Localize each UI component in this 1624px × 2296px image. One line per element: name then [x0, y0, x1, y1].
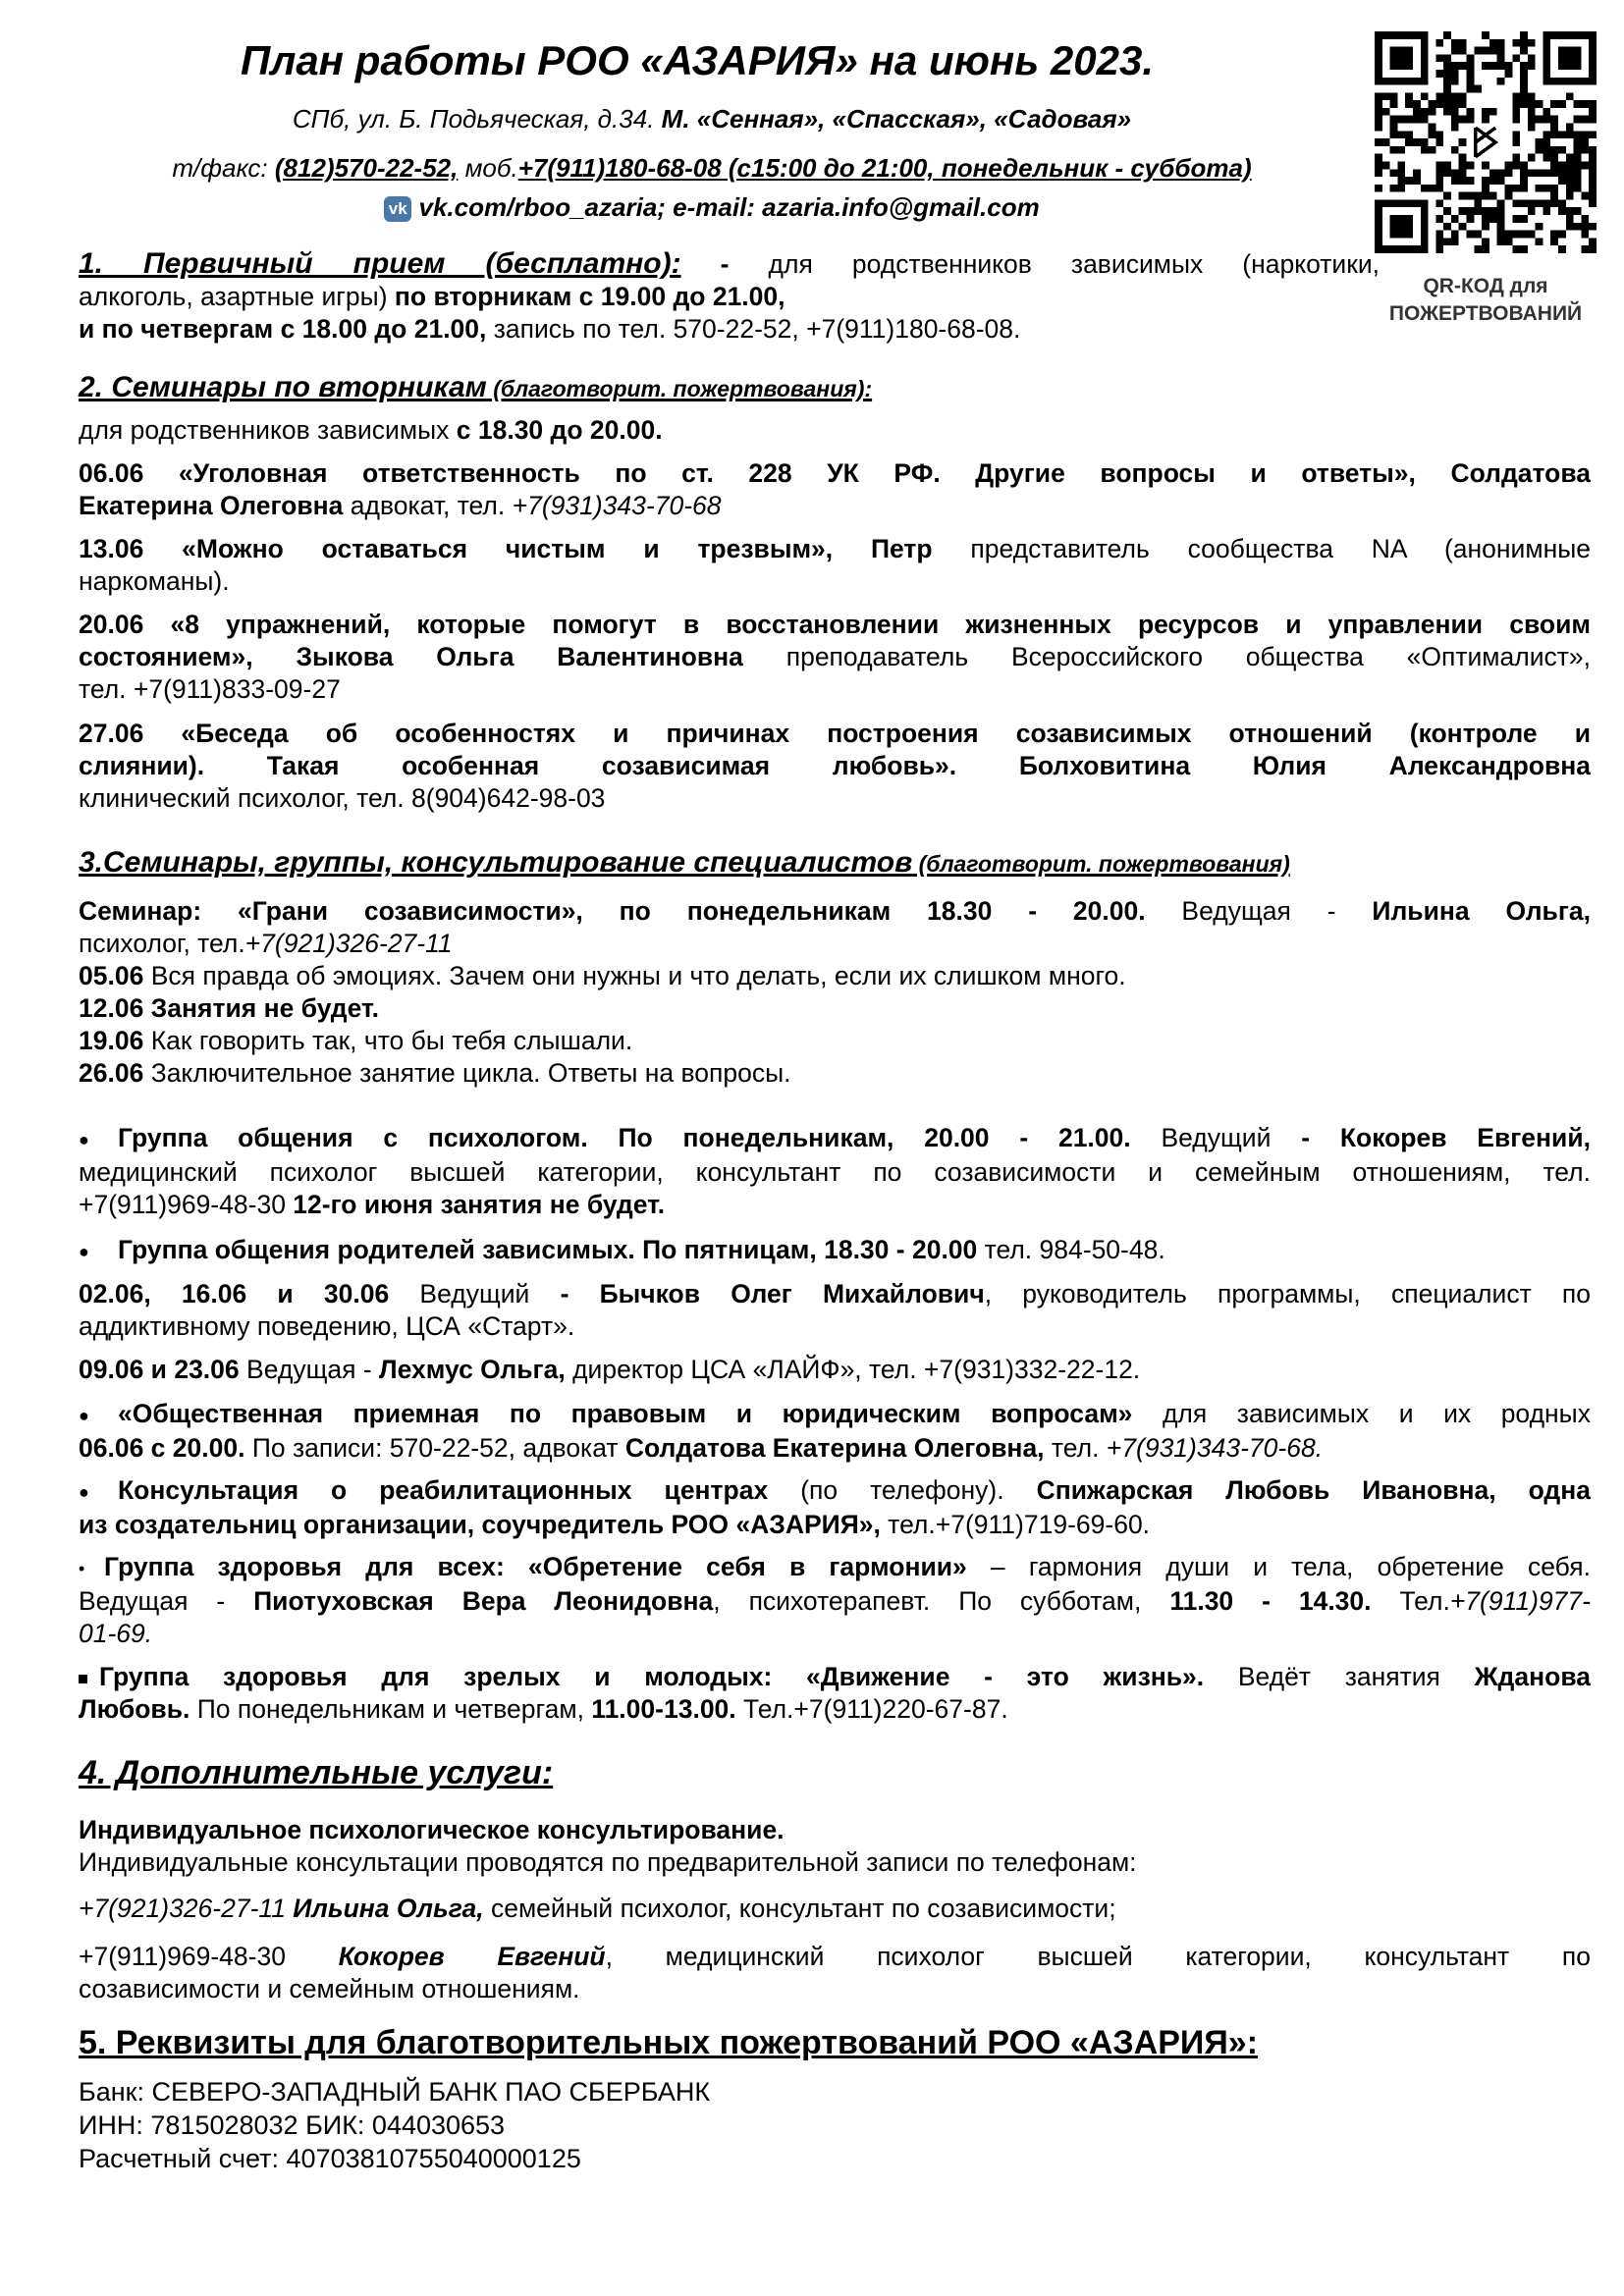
c1-text: семейный психолог, консультант по созависимости;: [483, 1894, 1116, 1923]
s2-title: 2. Семинары по вторникам: [79, 371, 487, 403]
s1-thursdays: и по четвергам с 18.00 до 21.00,: [79, 314, 487, 344]
bank-inn-bik: ИНН: 7815028032 БИК: 044030653: [79, 2110, 506, 2140]
seminar-1306: [79, 533, 1591, 598]
g4-text-2: директор ЦСА «ЛАЙФ», тел. +7(931)332-22-12.: [565, 1355, 1141, 1384]
d2-line: 12.06 Занятия не будет.: [79, 993, 380, 1023]
seminar-2006: [79, 609, 1591, 706]
section-3-heading: [79, 846, 1290, 880]
phone-label: т/факс:: [172, 153, 275, 183]
bullet-icon: ●: [79, 1129, 89, 1149]
email-link[interactable]: e-mail: azaria.info@gmail.com: [665, 192, 1040, 222]
g1-lead: - Кокорев Евгений,: [1301, 1123, 1591, 1152]
g7-text: – гармония души и тела, обретение себя.: [966, 1552, 1591, 1581]
qr-code-icon: [1375, 29, 1597, 255]
section-1: [79, 247, 1380, 346]
g5-lawyer: Солдатова Екатерина Олеговна,: [624, 1432, 1045, 1463]
s2-note: (благотворит. пожертвования):: [486, 376, 873, 401]
g7-phone-2: 01-69.: [79, 1618, 153, 1648]
vk-icon: vk: [384, 196, 411, 222]
bank-account: Расчетный счет: 40703810755040000125: [79, 2144, 581, 2173]
s2-intro: [79, 414, 1591, 447]
s2-intro-time: с 18.30 до 20.00.: [456, 415, 663, 445]
g8-phone: Тел.+7(911)220-67-87.: [735, 1694, 1008, 1724]
sem-title: Семинар: «Грани созависимости», по понедельникам 18.30 - 20.00.: [79, 896, 1146, 926]
e3-speaker: состоянием», Зыкова Ольга Валентиновна: [79, 642, 743, 671]
metro-stations: М. «Сенная», «Спасская», «Садовая»: [661, 104, 1132, 133]
c2-text: , медицинский психолог высшей категории, консультант по: [605, 1942, 1591, 1971]
square-bullet-icon: [79, 1675, 87, 1683]
e3-title: 20.06 «8 упражнений, которые помогут в восстановлении жизненных ресурсов и управлении своим: [79, 610, 1591, 639]
address-line: [79, 104, 1345, 134]
health-group-harmony: [79, 1551, 1591, 1650]
g8-text-2: По понедельникам и четвергам,: [189, 1694, 592, 1724]
seminar-0606: [79, 457, 1591, 522]
s3-title: 3.Семинары, группы, консультирование специалистов: [79, 846, 913, 879]
g8-lead: Жданова: [1474, 1662, 1591, 1691]
g8-text: Ведёт занятия: [1204, 1662, 1475, 1691]
g1-text: Ведущий: [1130, 1123, 1302, 1152]
g8-lead-2: Любовь.: [79, 1694, 190, 1724]
s4-subtitle: Индивидуальное психологическое консультирование.: [79, 1815, 785, 1844]
g2-title: Группа общения родителей зависимых. По пятницам, 18.30 - 20.00: [118, 1235, 978, 1264]
c1-phone: +7(921)326-27-11: [79, 1894, 286, 1923]
g6-lead-2: из создательниц организации, соучредитель РОО «АЗАРИЯ»,: [79, 1509, 881, 1539]
s1-booking: запись по тел. 570-22-52, +7(911)180-68-08.: [486, 314, 1021, 344]
e2-text: представитель сообщества NA (анонимные: [932, 534, 1591, 563]
d1-topic: Вся правда об эмоциях. Зачем они нужны и что делать, если их слишком много.: [143, 961, 1126, 990]
s2-intro-text: для родственников зависимых: [79, 415, 457, 445]
g3-lead: - Бычков Олег Михайлович: [560, 1279, 985, 1308]
g7-lead: Пиотуховская Вера Леонидовна: [253, 1585, 714, 1616]
g1-phone: +7(911)969-48-30: [79, 1189, 294, 1219]
qr-label-line-2: ПОЖЕРТВОВАНИЙ: [1388, 302, 1583, 325]
e2-text-2: наркоманы).: [79, 566, 230, 596]
e4-text: клинический психолог, тел. 8(904)642-98-03: [79, 783, 606, 813]
g6-title: Консультация о реабилитационных центрах: [118, 1475, 769, 1505]
g7-phone: +7(911)977-: [1449, 1585, 1591, 1616]
section-2-heading: [79, 371, 872, 404]
g6-phone: тел.+7(911)719-69-60.: [880, 1509, 1151, 1539]
g7-text-4: Тел.: [1371, 1585, 1450, 1616]
e4-title: 27.06 «Беседа об особенностях и причинах построения созависимых отношений (контроле и: [79, 719, 1591, 748]
group-parents-lead-2: [79, 1354, 1591, 1386]
bullet-icon: ●: [79, 1405, 89, 1425]
g3-text-2: , руководитель программы, специалист по: [984, 1279, 1591, 1308]
bullet-icon: •: [79, 1558, 85, 1578]
d4-date: 26.06: [79, 1058, 144, 1088]
page-title: План работы РОО «АЗАРИЯ» на июнь 2023.: [240, 37, 1155, 83]
phone-line: [79, 153, 1345, 184]
e3-phone: тел. +7(911)833-09-27: [79, 674, 341, 704]
bank-name: Банк: СЕВЕРО-ЗАПАДНЫЙ БАНК ПАО СБЕРБАНК: [79, 2077, 711, 2107]
bullet-icon: ●: [79, 1241, 89, 1261]
bank-details: [79, 2075, 710, 2175]
c2-text-2: созависимости и семейным отношениям.: [79, 1974, 580, 2003]
g5-text: для зависимых и их родных: [1132, 1399, 1591, 1428]
consultant-2: [79, 1941, 1591, 2005]
e2-title: 13.06 «Можно оставаться чистым и трезвым», Петр: [79, 534, 933, 563]
rehab-consultation: [79, 1474, 1591, 1541]
e1-text: адвокат, тел.: [343, 491, 513, 520]
g5-date: 06.06 с 20.00.: [79, 1432, 245, 1463]
group-psychologist: [79, 1122, 1591, 1221]
sem-text-2: психолог, тел.: [79, 929, 245, 958]
c1-name: Ильина Ольга,: [285, 1894, 484, 1923]
qr-label: [1363, 273, 1608, 328]
d4-topic: Заключительное занятие цикла. Ответы на вопросы.: [143, 1058, 791, 1088]
e4-title-2: слиянии). Такая особенная созависимая любовь». Болховитина Юлия Александровна: [79, 751, 1591, 780]
g3-text: Ведущий: [389, 1279, 561, 1308]
address: СПб, ул. Б. Подьяческая, д.34.: [292, 104, 655, 133]
g1-title: Группа общения с психологом. По понедельникам, 20.00 - 21.00.: [118, 1123, 1131, 1152]
seminar-2706: [79, 718, 1591, 815]
e1-title: 06.06 «Уголовная ответственность по ст. 228 УК РФ. Другие вопросы и ответы», Солдатова: [79, 458, 1591, 488]
g1-text-2: медицинский психолог высшей категории, консультант по созависимости и семейным отношениям, тел.: [79, 1156, 1591, 1187]
g2-phone: тел. 984-50-48.: [977, 1235, 1165, 1264]
g6-text: (по телефону).: [768, 1475, 1037, 1505]
mob-label: моб.: [458, 153, 518, 183]
sem-lead: Ильина Ольга,: [1372, 896, 1591, 926]
section-1-heading: 1. Первичный прием (бесплатно):: [79, 247, 681, 280]
health-group-movement: [79, 1661, 1591, 1726]
qr-label-line-1: QR-КОД для: [1423, 275, 1548, 297]
d1-date: 05.06: [79, 961, 144, 990]
sem-text: Ведущая -: [1145, 896, 1373, 926]
s1-tuesdays: по вторникам с 19.00 до 21.00,: [394, 282, 785, 311]
g5-title: «Общественная приемная по правовым и юридическим вопросам»: [118, 1399, 1133, 1428]
contact-line: [79, 192, 1345, 223]
g7-title: Группа здоровья для всех: «Обретение себя в гармонии»: [104, 1552, 967, 1581]
s4-text: Индивидуальные консультации проводятся по предварительной записи по телефонам:: [79, 1847, 1137, 1877]
g5-phone: +7(931)343-70-68.: [1106, 1432, 1324, 1463]
seminar-grani: [79, 895, 1591, 1090]
dash: -: [680, 249, 769, 279]
c2-name: Кокорев Евгений: [338, 1942, 606, 1971]
individual-consulting: [79, 1814, 1591, 1879]
g4-dates: 09.06 и 23.06: [79, 1355, 240, 1384]
g8-time: 11.00-13.00.: [591, 1694, 736, 1724]
legal-reception: [79, 1398, 1591, 1465]
e3-text: преподаватель Всероссийского общества «Оптималист»,: [742, 642, 1592, 671]
g4-lead: Лехмус Ольга,: [379, 1355, 566, 1384]
g3-dates: 02.06, 16.06 и 30.06: [79, 1279, 390, 1308]
e1-speaker: Екатерина Олеговна: [79, 491, 344, 520]
g3-text-3: аддиктивному поведению, ЦСА «Старт».: [79, 1311, 575, 1341]
g7-text-3: , психотерапевт. По субботам,: [713, 1585, 1170, 1616]
mobile-link[interactable]: +7(911)180-68-08 (с15:00 до 21:00, понедельник - суббота): [517, 153, 1252, 183]
c2-phone: +7(911)969-48-30: [79, 1942, 339, 1971]
d3-date: 19.06: [79, 1026, 144, 1055]
consultant-1: [79, 1893, 1591, 1925]
e1-phone: +7(931)343-70-68: [512, 491, 722, 520]
d3-topic: Как говорить так, что бы тебя слышали.: [143, 1026, 633, 1055]
s1-text: для родственников зависимых (наркотики,: [768, 249, 1380, 279]
s3-note: (благотворит. пожертвования): [912, 851, 1290, 877]
g5-text-2: По записи: 570-22-52, адвокат: [244, 1432, 625, 1463]
phone-link[interactable]: (812)570-22-52,: [274, 153, 459, 183]
g6-lead: Спижарская Любовь Ивановна, одна: [1036, 1475, 1591, 1505]
bullet-icon: ●: [79, 1481, 89, 1502]
group-parents: [79, 1234, 1591, 1268]
g1-cancel: 12-го июня занятия не будет.: [293, 1189, 666, 1219]
vk-link[interactable]: vk.com/rboo_azaria;: [418, 192, 666, 222]
section-5-heading: 5. Реквизиты для благотворительных пожертвований РОО «АЗАРИЯ»:: [79, 2024, 1259, 2061]
g8-title: Группа здоровья для зрелых и молодых: «Движение - это жизнь».: [99, 1662, 1205, 1691]
section-4-heading: 4. Дополнительные услуги:: [79, 1754, 554, 1791]
g5-text-3: тел.: [1044, 1432, 1107, 1463]
g4-text: Ведущая -: [239, 1355, 380, 1384]
group-parents-lead-1: [79, 1278, 1591, 1343]
g7-text-2: Ведущая -: [79, 1585, 254, 1616]
g7-time: 11.30 - 14.30.: [1169, 1585, 1372, 1616]
s1-text-2: алкоголь, азартные игры): [79, 282, 395, 311]
sem-phone: +7(921)326-27-11: [244, 929, 453, 958]
